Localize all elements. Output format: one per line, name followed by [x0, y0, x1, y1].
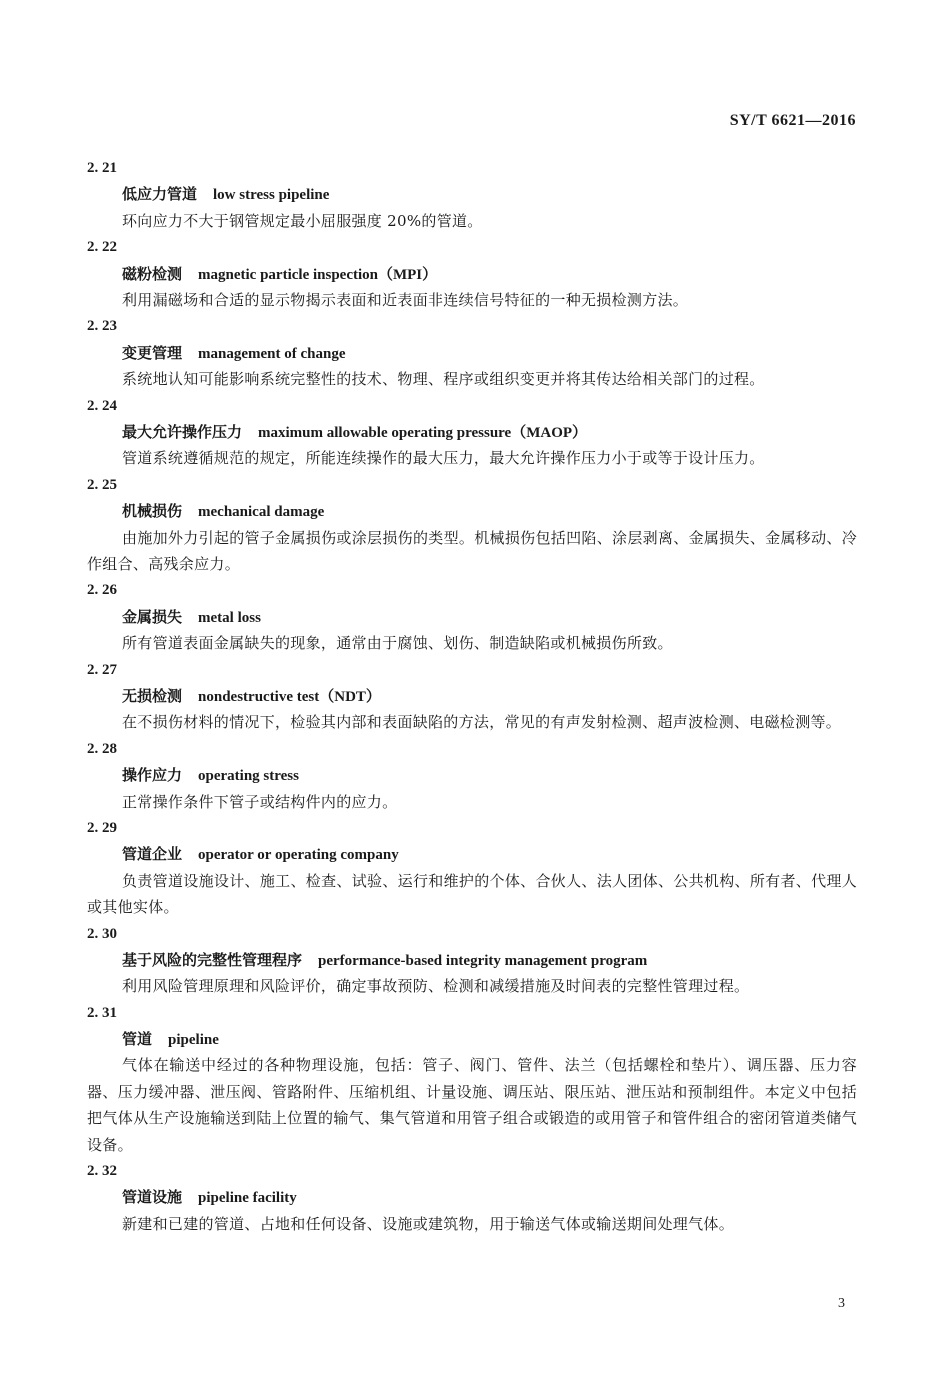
- term-english: management of change: [198, 345, 346, 362]
- term-definition: 新建和已建的管道、占地和任何设备、设施或建筑物，用于输送气体或输送期间处理气体。: [122, 1214, 735, 1233]
- term-line: [87, 947, 857, 973]
- term-entry-2-30: [87, 921, 857, 1000]
- term-line: [87, 1026, 857, 1052]
- term-chinese: 最大允许操作压力: [122, 422, 243, 441]
- terms-list: [87, 155, 857, 1237]
- entry-number: 2. 31: [87, 1004, 117, 1021]
- term-line: [87, 181, 857, 207]
- term-entry-2-27: [87, 657, 857, 736]
- entry-number: 2. 27: [87, 661, 117, 678]
- term-definition: 管道系统遵循规范的规定，所能连续操作的最大压力，最大允许操作压力小于或等于设计压力。: [122, 449, 765, 468]
- term-definition: 气体在输送中经过的各种物理设施，包括：管子、阀门、管件、法兰（包括螺栓和垫片）、调压器、压力容器、压力缓冲器、泄压阀、管路附件、压缩机组、计量设施、调压站、限压站、泄压站和预制组件。本定义中包括把气体从生产设施输送到陆上位置的输气、集气管道和用管子组合或锻造的或用管子和管件组合的密闭管道类储气设备。: [87, 1056, 857, 1154]
- term-english: low stress pipeline: [213, 187, 330, 204]
- term-english: pipeline: [168, 1032, 219, 1049]
- term-english: operator or operating company: [198, 847, 399, 864]
- term-chinese: 低应力管道: [122, 185, 198, 204]
- entry-number: 2. 30: [87, 925, 117, 942]
- term-chinese: 金属损失: [122, 607, 183, 626]
- term-definition: 所有管道表面金属缺失的现象，通常由于腐蚀、划伤、制造缺陷或机械损伤所致。: [122, 634, 673, 653]
- entry-number: 2. 24: [87, 397, 117, 414]
- term-definition: 正常操作条件下管子或结构件内的应力。: [122, 792, 398, 811]
- entry-number: 2. 32: [87, 1163, 117, 1180]
- term-english: pipeline facility: [198, 1190, 297, 1207]
- term-chinese: 机械损伤: [122, 502, 183, 521]
- entry-number: 2. 22: [87, 239, 117, 256]
- term-line: [87, 1184, 857, 1210]
- term-english: maximum allowable operating pressure（MAOP）: [258, 424, 588, 441]
- entry-number: 2. 29: [87, 819, 117, 836]
- term-entry-2-28: [87, 736, 857, 815]
- term-entry-2-24: [87, 393, 857, 472]
- entry-number: 2. 25: [87, 476, 117, 493]
- term-entry-2-22: [87, 234, 857, 313]
- entry-number: 2. 23: [87, 318, 117, 335]
- term-chinese: 基于风险的完整性管理程序: [122, 950, 303, 969]
- entry-number: 2. 21: [87, 160, 117, 176]
- term-english: magnetic particle inspection（MPI）: [198, 266, 438, 283]
- term-line: [87, 261, 857, 287]
- term-definition: 环向应力不大于钢管规定最小屈服强度 20%的管道。: [122, 211, 483, 230]
- term-definition: 利用漏磁场和合适的显示物揭示表面和近表面非连续信号特征的一种无损检测方法。: [122, 290, 689, 309]
- term-entry-2-26: [87, 577, 857, 656]
- term-entry-2-25: [87, 472, 857, 578]
- term-english: nondestructive test（NDT）: [198, 688, 381, 705]
- term-english: metal loss: [198, 609, 261, 626]
- term-english: operating stress: [198, 768, 299, 785]
- term-chinese: 无损检测: [122, 686, 183, 705]
- term-chinese: 管道设施: [122, 1188, 183, 1207]
- term-line: [87, 340, 857, 366]
- term-chinese: 操作应力: [122, 766, 183, 785]
- term-entry-2-31: [87, 1000, 857, 1158]
- term-english: performance-based integrity management program: [318, 952, 648, 969]
- term-entry-2-21: [87, 155, 857, 234]
- term-entry-2-29: [87, 815, 857, 921]
- term-line: [87, 604, 857, 630]
- term-definition: 由施加外力引起的管子金属损伤或涂层损伤的类型。机械损伤包括凹陷、涂层剥离、金属损失、金属移动、冷作组合、高残余应力。: [87, 528, 857, 573]
- term-line: [87, 419, 857, 445]
- entry-number: 2. 26: [87, 582, 117, 599]
- term-entry-2-23: [87, 313, 857, 392]
- term-definition: 在不损伤材料的情况下，检验其内部和表面缺陷的方法，常见的有声发射检测、超声波检测、电磁检测等。: [122, 713, 842, 732]
- page-number: 3: [838, 1296, 845, 1311]
- term-entry-2-32: [87, 1158, 857, 1237]
- term-chinese: 磁粉检测: [122, 264, 183, 283]
- term-chinese: 管道: [122, 1030, 153, 1049]
- term-definition: 系统地认知可能影响系统完整性的技术、物理、程序或组织变更并将其传达给相关部门的过程。: [122, 370, 765, 389]
- term-definition: 利用风险管理原理和风险评价，确定事故预防、检测和减缓措施及时间表的完整性管理过程。: [122, 977, 750, 996]
- term-line: [87, 841, 857, 867]
- term-chinese: 管道企业: [122, 845, 183, 864]
- term-line: [87, 498, 857, 524]
- document-code-header: SY/T 6621—2016: [729, 112, 856, 129]
- entry-number: 2. 28: [87, 740, 117, 757]
- term-definition: 负责管道设施设计、施工、检查、试验、运行和维护的个体、合伙人、法人团体、公共机构、所有者、代理人或其他实体。: [87, 871, 857, 917]
- term-english: mechanical damage: [198, 504, 325, 521]
- term-chinese: 变更管理: [122, 343, 183, 362]
- term-line: [87, 762, 857, 788]
- term-line: [87, 683, 857, 709]
